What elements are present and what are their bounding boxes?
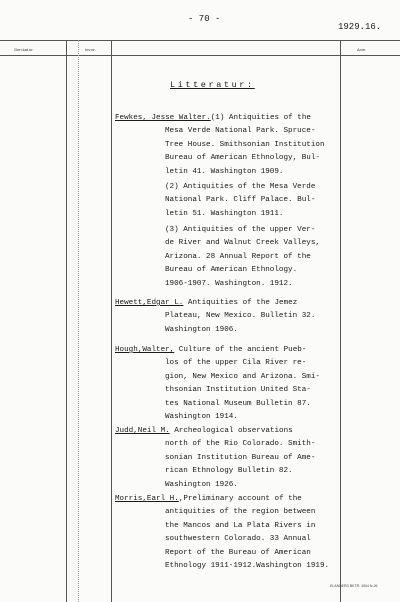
column-divider-dotted bbox=[78, 40, 79, 602]
page-number: - 70 - bbox=[188, 14, 221, 24]
printer-mark: ELANDERS BKTR. 4904 N-26 bbox=[330, 584, 378, 588]
bib-entry-hewett: Hewett,Edgar L. Antiquities of the Jemez Plateau, New Mexico. Bulletin 32. Washington 1906. bbox=[115, 299, 316, 334]
column-header-anm: Anm. bbox=[357, 47, 367, 52]
entry-author: Morris,Earl H. bbox=[115, 495, 179, 503]
column-header-inv: Inv.nr. bbox=[85, 47, 96, 52]
column-divider-1 bbox=[66, 40, 67, 602]
entry-author: Hough,Walter, bbox=[115, 346, 175, 354]
bib-entry-morris: Morris,Earl H.,Preliminary account of the antiquities of the region between the Mancos and La Plata Rivers in southwestern Colorado. 33 Annual Report of the Bureau of American Ethnology 1911-1912.Washington 1919. bbox=[115, 495, 330, 571]
bib-entry-hough: Hough,Walter, Culture of the ancient Pueb- los of the upper Cila River re- gion, New Mexico and Arizona. Smi- thsonian Institution United Sta- tes National Museum Bulletin 87. Washington 1914. bbox=[115, 346, 320, 422]
entry-author: Hewett,Edgar L. bbox=[115, 299, 184, 307]
section-title: Litteratur: bbox=[170, 80, 255, 90]
entry-author: Fewkes, Jesse Walter. bbox=[115, 114, 211, 122]
column-divider-2 bbox=[111, 40, 112, 602]
bib-entry-fewkes-1: Fewkes, Jesse Walter.(1) Antiquities of the Mesa Verde National Park. Spruce- Tree House. Smithsonian Institution Bureau of American Ethnology, Bul- letin 41. Washington 1909. bbox=[115, 114, 325, 176]
bib-entry-judd: Judd,Neil M. Archeological observations north of the Rio Colorado. Smith- sonian Institution Bureau of Ame- rican Ethnology Bulletin 82. Washington 1926. bbox=[115, 427, 316, 489]
entry-author: Judd,Neil M. bbox=[115, 427, 170, 435]
year-label: 1929.16. bbox=[338, 22, 382, 32]
column-header-gen-kat: Gen.kat.nr. bbox=[14, 47, 34, 52]
bib-entry-fewkes-2: (2) Antiquities of the Mesa Verde National Park. Cliff Palace. Bul- letin 51. Washington 1911. bbox=[165, 183, 316, 218]
column-divider-3 bbox=[340, 40, 341, 602]
bib-entry-fewkes-3: (3) Antiquities of the upper Ver- de River and Walnut Creek Valleys, Arizona. 28 Annual Report of the Bureau of American Ethnology. 1906-1907. Washington. 1912. bbox=[165, 226, 320, 288]
